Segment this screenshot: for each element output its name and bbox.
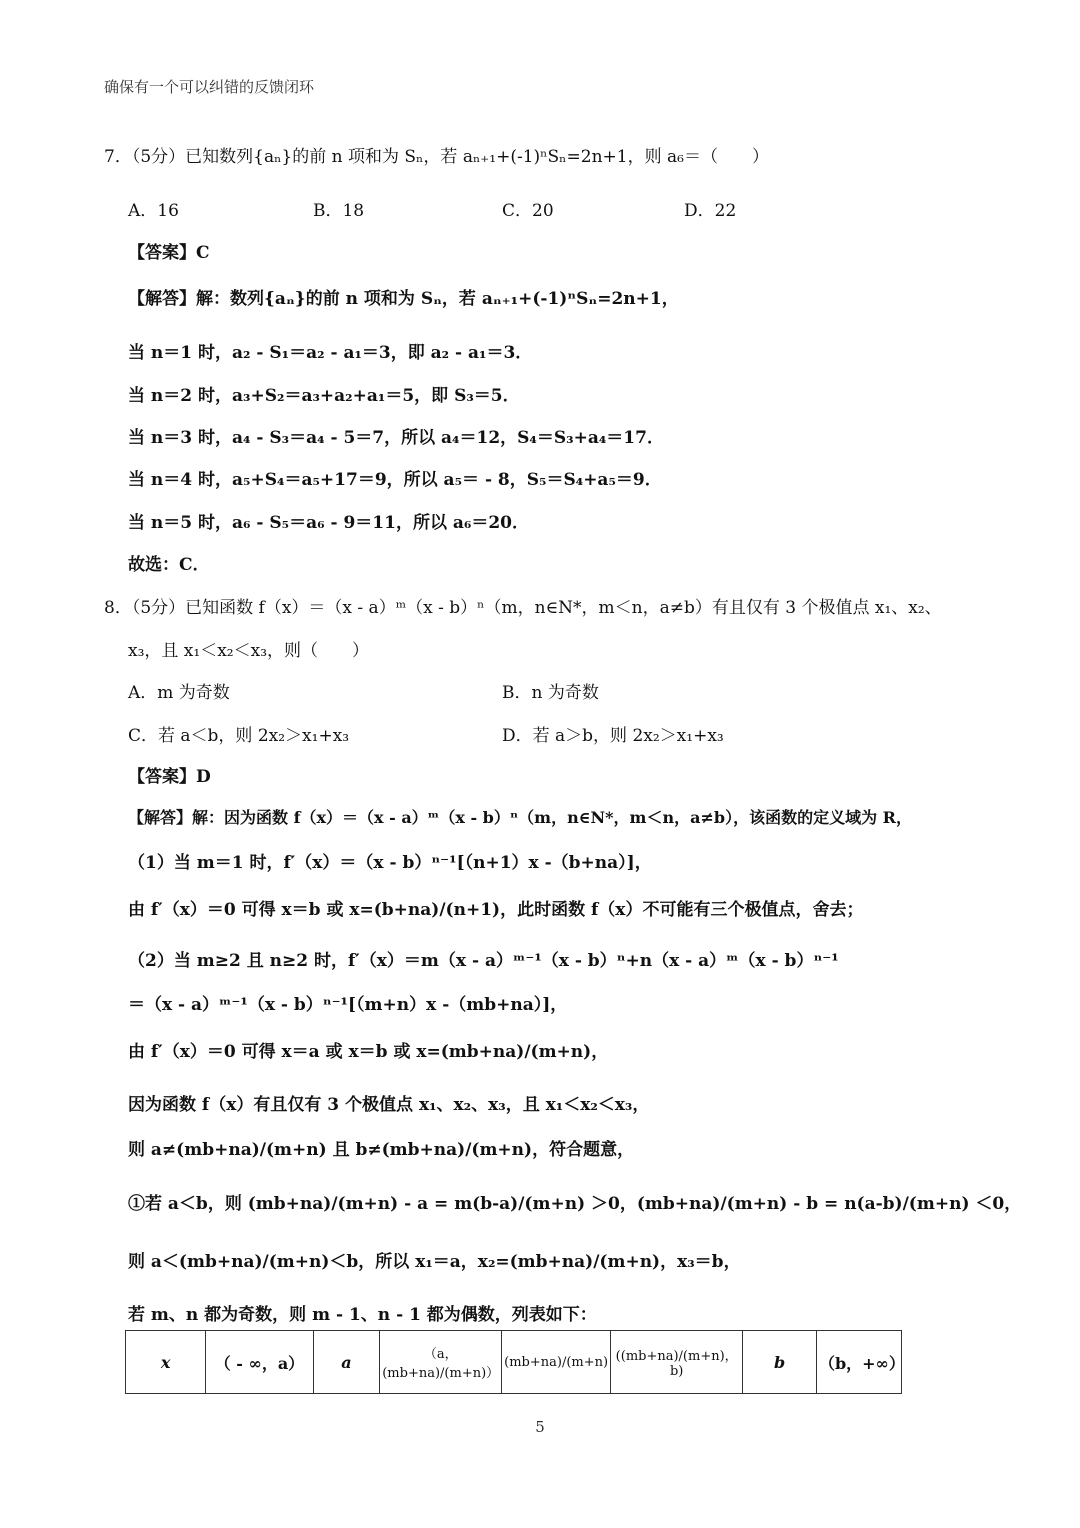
q8-solution-line: 若 m、n 都为奇数，则 m - 1、n - 1 都为偶数，列表如下：	[128, 1305, 597, 1325]
q7-solution-line: 当 n＝4 时，a₅+S₄＝a₅+17＝9，所以 a₅＝ - 8，S₅＝S₄+a₅＝9．	[128, 470, 662, 490]
q7-solution-line: 当 n＝1 时，a₂ - S₁＝a₂ - a₁＝3，即 a₂ - a₁＝3．	[128, 343, 533, 363]
q7-solution-line: 当 n＝2 时，a₃+S₂＝a₃+a₂+a₁＝5，即 S₃＝5．	[128, 386, 520, 406]
q7-solution-line: 当 n＝5 时，a₆ - S₅＝a₆ - 9＝11，所以 a₆＝20．	[128, 513, 529, 533]
q8-stem-line1: 8．（5分）已知函数 f（x）＝（x - a）ᵐ（x - b）ⁿ（m，n∈N*，m＜n，a≠b）有且仅有 3 个极值点 x₁、x₂、	[104, 598, 942, 618]
q7-option-d: D．22	[684, 201, 737, 221]
q7-option-a: A．16	[128, 201, 179, 221]
table-cell: x	[126, 1331, 206, 1394]
table-cell: （a，(mb+na)/(m+n)）	[380, 1331, 502, 1394]
q8-solution-line: 由 f′（x）＝0 可得 x＝a 或 x＝b 或 x=(mb+na)/(m+n)，	[128, 1042, 609, 1062]
q8-solution-line: （2）当 m≥2 且 n≥2 时，f′（x）＝m（x - a）ᵐ⁻¹（x - b）ⁿ+n（x - a）ᵐ（x - b）ⁿ⁻¹	[128, 951, 839, 971]
q8-option-a: A．m 为奇数	[128, 683, 230, 703]
table-cell: （ - ∞，a）	[206, 1331, 313, 1394]
q7-stem: 7．（5分）已知数列{aₙ}的前 n 项和为 Sₙ，若 aₙ₊₁+(-1)ⁿSₙ=2n+1，则 a₆＝（ ）	[104, 147, 769, 167]
page-number: 5	[535, 1418, 545, 1436]
q8-answer: 【答案】D	[128, 767, 211, 787]
q7-option-b: B．18	[313, 201, 365, 221]
table-cell: (mb+na)/(m+n)	[502, 1331, 611, 1394]
table-cell: a	[313, 1331, 380, 1394]
q8-solution-line: 则 a＜(mb+na)/(m+n)＜b，所以 x₁＝a，x₂=(mb+na)/(m+n)，x₃＝b，	[128, 1252, 741, 1272]
q7-solution-line: 故选：C．	[128, 555, 210, 575]
q8-solution-line: 由 f′（x）＝0 可得 x＝b 或 x=(b+na)/(n+1)，此时函数 f（x）不可能有三个极值点，舍去；	[128, 900, 864, 920]
q8-option-c: C．若 a＜b，则 2x₂＞x₁+x₃	[128, 726, 350, 746]
q8-solution-line: 因为函数 f（x）有且仅有 3 个极值点 x₁、x₂、x₃，且 x₁＜x₂＜x₃，	[128, 1095, 650, 1115]
q8-solution-line: （1）当 m＝1 时，f′（x）＝（x - b）ⁿ⁻¹[（n+1）x -（b+na）]，	[128, 853, 652, 873]
q8-stem-line2: x₃，且 x₁＜x₂＜x₃，则（ ）	[128, 641, 370, 661]
q8-solution-line: 则 a≠(mb+na)/(m+n) 且 b≠(mb+na)/(m+n)，符合题意，	[128, 1140, 635, 1160]
table-cell: （b，+∞）	[816, 1331, 901, 1394]
q8-solution-line: ＝（x - a）ᵐ⁻¹（x - b）ⁿ⁻¹[（m+n）x -（mb+na）]，	[128, 995, 568, 1015]
table-cell: b	[743, 1331, 817, 1394]
q7-solution-line: 【解答】解：数列{aₙ}的前 n 项和为 Sₙ，若 aₙ₊₁+(-1)ⁿSₙ=2n+1，	[128, 289, 679, 309]
q8-option-d: D．若 a＞b，则 2x₂＞x₁+x₃	[502, 726, 724, 746]
q7-option-c: C．20	[502, 201, 554, 221]
q7-solution-line: 当 n＝3 时，a₄ - S₃＝a₄ - 5＝7，所以 a₄＝12，S₄＝S₃+a₄＝17．	[128, 428, 664, 448]
page-header: 确保有一个可以纠错的反馈闭环	[104, 78, 315, 96]
q8-solution-line: 【解答】解：因为函数 f（x）＝（x - a）ᵐ（x - b）ⁿ（m，n∈N*，m＜n，a≠b），该函数的定义域为 R，	[128, 808, 912, 827]
q7-answer: 【答案】C	[128, 243, 210, 263]
q8-solution-line: ①若 a＜b，则 (mb+na)/(m+n) - a = m(b-a)/(m+n) ＞0，(mb+na)/(m+n) - b = n(a-b)/(m+n) ＜0，	[128, 1194, 1022, 1214]
q8-option-b: B．n 为奇数	[502, 683, 599, 703]
sign-table	[125, 1330, 905, 1394]
table-row	[126, 1331, 902, 1394]
table-cell: ((mb+na)/(m+n)，b)	[611, 1331, 743, 1394]
